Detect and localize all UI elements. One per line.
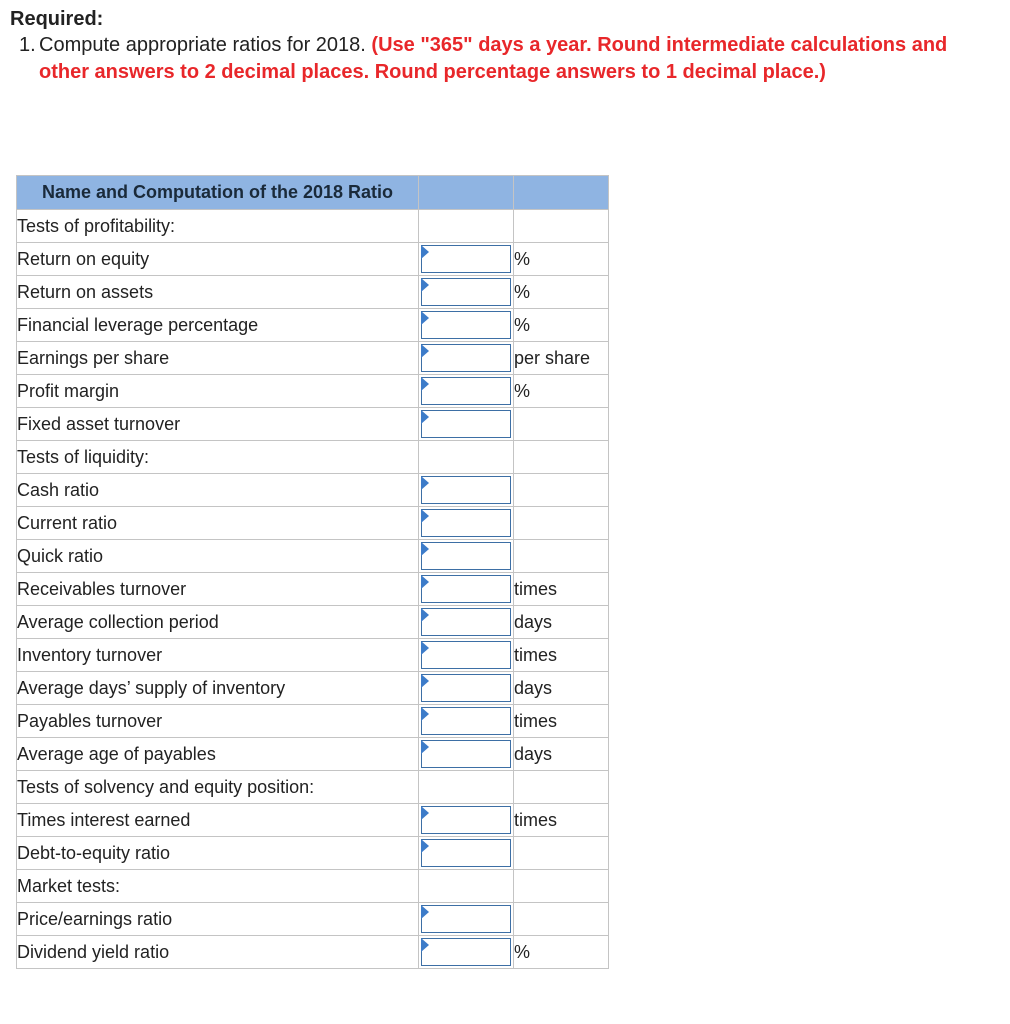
ratio-label: Return on assets bbox=[17, 276, 419, 309]
ratio-label: Debt-to-equity ratio bbox=[17, 837, 419, 870]
ratio-row bbox=[17, 375, 609, 408]
instruction-number: 1. bbox=[19, 34, 36, 56]
answer-cell bbox=[419, 606, 514, 639]
answer-input[interactable] bbox=[422, 807, 510, 833]
ratio-row bbox=[17, 474, 609, 507]
empty-cell bbox=[419, 210, 514, 243]
answer-cell bbox=[419, 243, 514, 276]
ratio-table bbox=[16, 175, 609, 969]
answer-input[interactable] bbox=[422, 246, 510, 272]
answer-box bbox=[421, 311, 511, 339]
section-label: Market tests: bbox=[17, 870, 419, 903]
table-header-row bbox=[17, 176, 609, 210]
answer-box bbox=[421, 476, 511, 504]
rounding-note: (Use "365" days a year. Round intermediate calculations and other answers to 2 decimal places. Round percentage answers to 1 decimal place.) bbox=[39, 34, 948, 83]
ratio-label: Current ratio bbox=[17, 507, 419, 540]
answer-cell bbox=[419, 573, 514, 606]
answer-input[interactable] bbox=[422, 906, 510, 932]
ratio-label: Earnings per share bbox=[17, 342, 419, 375]
unit-label: days bbox=[514, 672, 609, 705]
answer-box bbox=[421, 839, 511, 867]
ratio-label: Receivables turnover bbox=[17, 573, 419, 606]
answer-cell bbox=[419, 507, 514, 540]
answer-box bbox=[421, 344, 511, 372]
ratio-label: Return on equity bbox=[17, 243, 419, 276]
ratio-row bbox=[17, 573, 609, 606]
answer-cell bbox=[419, 837, 514, 870]
answer-cell bbox=[419, 903, 514, 936]
answer-box bbox=[421, 278, 511, 306]
unit-label bbox=[514, 507, 609, 540]
answer-cell bbox=[419, 936, 514, 969]
answer-box bbox=[421, 608, 511, 636]
ratio-row bbox=[17, 606, 609, 639]
answer-box bbox=[421, 674, 511, 702]
ratio-row bbox=[17, 903, 609, 936]
ratio-label: Cash ratio bbox=[17, 474, 419, 507]
instructions bbox=[10, 6, 950, 86]
empty-cell bbox=[514, 870, 609, 903]
section-row bbox=[17, 441, 609, 474]
empty-cell bbox=[514, 771, 609, 804]
section-row bbox=[17, 210, 609, 243]
answer-cell bbox=[419, 276, 514, 309]
instruction-text: Compute appropriate ratios for 2018. bbox=[39, 34, 366, 56]
unit-label bbox=[514, 474, 609, 507]
unit-label: times bbox=[514, 804, 609, 837]
answer-box bbox=[421, 938, 511, 966]
answer-cell bbox=[419, 672, 514, 705]
answer-input[interactable] bbox=[422, 345, 510, 371]
section-row bbox=[17, 771, 609, 804]
answer-box bbox=[421, 905, 511, 933]
answer-input[interactable] bbox=[422, 378, 510, 404]
ratio-row bbox=[17, 936, 609, 969]
unit-label: times bbox=[514, 573, 609, 606]
answer-input[interactable] bbox=[422, 741, 510, 767]
unit-label: % bbox=[514, 309, 609, 342]
required-heading: Required: bbox=[10, 8, 104, 30]
unit-label bbox=[514, 837, 609, 870]
unit-label: times bbox=[514, 705, 609, 738]
instruction-item-1 bbox=[10, 32, 950, 86]
ratio-row bbox=[17, 276, 609, 309]
ratio-row bbox=[17, 507, 609, 540]
unit-label bbox=[514, 540, 609, 573]
unit-label: per share bbox=[514, 342, 609, 375]
answer-input[interactable] bbox=[422, 543, 510, 569]
answer-input[interactable] bbox=[422, 675, 510, 701]
unit-label bbox=[514, 408, 609, 441]
ratio-label: Quick ratio bbox=[17, 540, 419, 573]
ratio-row bbox=[17, 342, 609, 375]
ratio-row bbox=[17, 309, 609, 342]
section-label: Tests of profitability: bbox=[17, 210, 419, 243]
ratio-label: Average days’ supply of inventory bbox=[17, 672, 419, 705]
answer-box bbox=[421, 641, 511, 669]
answer-input[interactable] bbox=[422, 939, 510, 965]
unit-label: % bbox=[514, 243, 609, 276]
answer-cell bbox=[419, 309, 514, 342]
ratio-label: Average age of payables bbox=[17, 738, 419, 771]
ratio-label: Price/earnings ratio bbox=[17, 903, 419, 936]
unit-label: % bbox=[514, 276, 609, 309]
answer-cell bbox=[419, 342, 514, 375]
answer-input[interactable] bbox=[422, 642, 510, 668]
answer-box bbox=[421, 740, 511, 768]
ratio-label: Inventory turnover bbox=[17, 639, 419, 672]
ratio-row bbox=[17, 837, 609, 870]
answer-cell bbox=[419, 705, 514, 738]
ratio-label: Average collection period bbox=[17, 606, 419, 639]
ratio-row bbox=[17, 408, 609, 441]
ratio-label: Profit margin bbox=[17, 375, 419, 408]
answer-input[interactable] bbox=[422, 510, 510, 536]
ratio-row bbox=[17, 705, 609, 738]
answer-cell bbox=[419, 738, 514, 771]
ratio-label: Payables turnover bbox=[17, 705, 419, 738]
answer-input[interactable] bbox=[422, 312, 510, 338]
answer-cell bbox=[419, 474, 514, 507]
answer-cell bbox=[419, 375, 514, 408]
answer-cell bbox=[419, 408, 514, 441]
ratio-label: Times interest earned bbox=[17, 804, 419, 837]
ratio-label: Fixed asset turnover bbox=[17, 408, 419, 441]
answer-input[interactable] bbox=[422, 576, 510, 602]
table-header-value bbox=[419, 176, 514, 210]
answer-box bbox=[421, 542, 511, 570]
ratio-row bbox=[17, 243, 609, 276]
ratio-row bbox=[17, 639, 609, 672]
unit-label: days bbox=[514, 738, 609, 771]
answer-input[interactable] bbox=[422, 840, 510, 866]
empty-cell bbox=[419, 771, 514, 804]
table-header-unit bbox=[514, 176, 609, 210]
unit-label bbox=[514, 903, 609, 936]
answer-input[interactable] bbox=[422, 477, 510, 503]
unit-label: % bbox=[514, 936, 609, 969]
ratio-row bbox=[17, 672, 609, 705]
ratio-label: Dividend yield ratio bbox=[17, 936, 419, 969]
answer-box bbox=[421, 410, 511, 438]
answer-input[interactable] bbox=[422, 708, 510, 734]
table-header-name: Name and Computation of the 2018 Ratio bbox=[17, 176, 419, 210]
answer-box bbox=[421, 509, 511, 537]
empty-cell bbox=[514, 441, 609, 474]
ratio-row bbox=[17, 738, 609, 771]
ratio-label: Financial leverage percentage bbox=[17, 309, 419, 342]
ratio-row bbox=[17, 804, 609, 837]
answer-box bbox=[421, 707, 511, 735]
empty-cell bbox=[419, 870, 514, 903]
answer-box bbox=[421, 575, 511, 603]
section-label: Tests of liquidity: bbox=[17, 441, 419, 474]
answer-cell bbox=[419, 540, 514, 573]
answer-input[interactable] bbox=[422, 609, 510, 635]
section-label: Tests of solvency and equity position: bbox=[17, 771, 419, 804]
answer-box bbox=[421, 806, 511, 834]
empty-cell bbox=[514, 210, 609, 243]
answer-box bbox=[421, 245, 511, 273]
unit-label: times bbox=[514, 639, 609, 672]
answer-input[interactable] bbox=[422, 411, 510, 437]
answer-cell bbox=[419, 639, 514, 672]
unit-label: days bbox=[514, 606, 609, 639]
empty-cell bbox=[419, 441, 514, 474]
unit-label: % bbox=[514, 375, 609, 408]
answer-cell bbox=[419, 804, 514, 837]
ratio-table-body bbox=[17, 210, 609, 969]
section-row bbox=[17, 870, 609, 903]
answer-input[interactable] bbox=[422, 279, 510, 305]
ratio-row bbox=[17, 540, 609, 573]
answer-box bbox=[421, 377, 511, 405]
